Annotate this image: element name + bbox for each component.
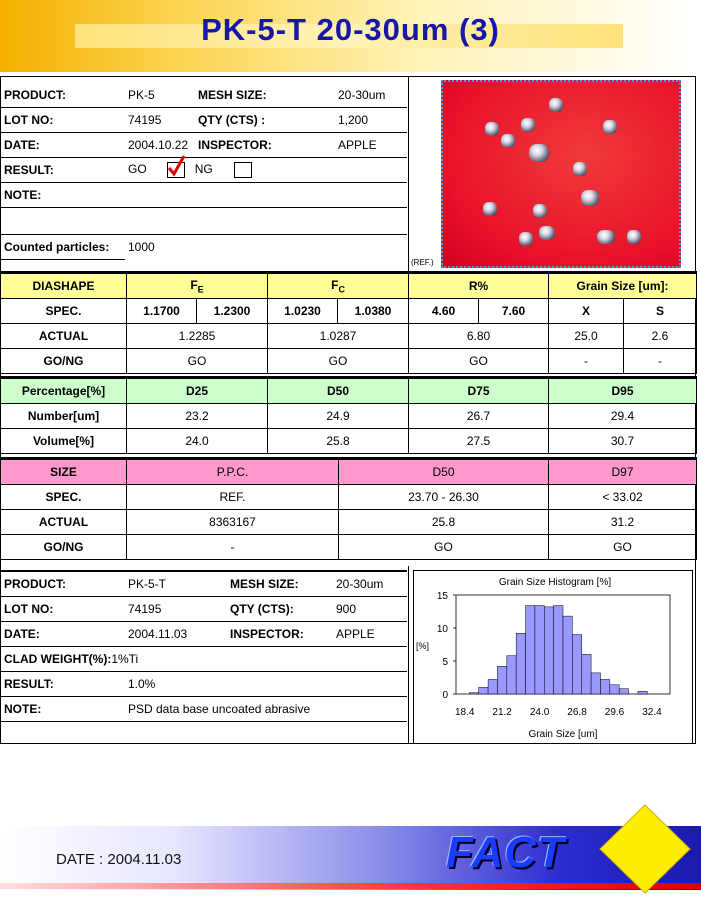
ppc-header: P.P.C. xyxy=(127,459,339,485)
note-value: PSD data base uncoated abrasive xyxy=(125,697,407,722)
gong-label: GO/NG xyxy=(1,349,127,374)
lot-value: 74195 xyxy=(125,597,227,622)
product-label: PRODUCT: xyxy=(1,571,125,597)
particle-photo xyxy=(441,80,681,268)
go-checkbox[interactable] xyxy=(167,162,185,178)
note-label: NOTE: xyxy=(1,183,125,208)
histogram-bar xyxy=(469,693,478,694)
actual-cell: 2.6 xyxy=(624,324,697,349)
histogram-bar xyxy=(535,606,544,694)
mesh-label: MESH SIZE: xyxy=(195,83,335,108)
histogram-bar xyxy=(507,656,516,694)
volume-cell: 24.0 xyxy=(127,429,268,454)
spec-cell: 23.70 - 26.30 xyxy=(339,485,549,510)
d97-header: D97 xyxy=(549,459,697,485)
result-options xyxy=(125,158,407,183)
qty-value: 900 xyxy=(333,597,407,622)
fe-header: $F_E$ xyxy=(127,273,268,299)
gong-cell: - xyxy=(624,349,697,374)
product-label: PRODUCT: xyxy=(1,83,125,108)
actual-label: ACTUAL xyxy=(1,324,127,349)
go-option-label: GO xyxy=(128,162,147,177)
lot-label: LOT NO: xyxy=(1,597,125,622)
yellow-diamond-icon xyxy=(598,803,692,895)
spec-cell: S xyxy=(624,299,697,324)
gong-cell: GO xyxy=(127,349,268,374)
spec-cell: < 33.02 xyxy=(549,485,697,510)
histogram-bar xyxy=(610,685,619,694)
ref-caption: (REF.) xyxy=(411,258,434,267)
spec-cell: 4.60 xyxy=(409,299,479,324)
top-info-table xyxy=(1,83,407,260)
spec-label: SPEC. xyxy=(1,485,127,510)
product-value: PK-5 xyxy=(125,83,195,108)
gong-cell: GO xyxy=(268,349,409,374)
number-cell: 24.9 xyxy=(268,404,409,429)
spec-cell: X xyxy=(549,299,624,324)
actual-cell: 6.80 xyxy=(409,324,549,349)
ng-option-label: NG xyxy=(194,162,213,177)
actual-cell: 1.0287 xyxy=(268,324,409,349)
histogram-bar xyxy=(554,606,563,694)
clad-weight: CLAD WEIGHT(%):1%Ti xyxy=(1,647,407,672)
number-cell: 23.2 xyxy=(127,404,268,429)
x-axis-label: Grain Size [um] xyxy=(528,729,598,740)
volume-cell: 30.7 xyxy=(549,429,697,454)
spec-cell: REF. xyxy=(127,485,339,510)
histogram-bar xyxy=(591,673,600,694)
spec-cell: 7.60 xyxy=(479,299,549,324)
histogram-bar xyxy=(619,689,628,694)
number-label: Number[um] xyxy=(1,404,127,429)
histogram-bar xyxy=(563,616,572,694)
number-cell: 26.7 xyxy=(409,404,549,429)
qty-label: QTY (CTS) : xyxy=(195,108,335,133)
lot-label: LOT NO: xyxy=(1,108,125,133)
check-mark-icon xyxy=(167,155,187,177)
histogram-bar xyxy=(497,666,506,694)
actual-cell: 1.2285 xyxy=(127,324,268,349)
result-label: RESULT: xyxy=(1,672,125,697)
y-tick-label: 0 xyxy=(442,690,448,701)
fact-logo: FACT xyxy=(446,828,565,877)
grain-size-header: Grain Size [um]: xyxy=(549,273,697,299)
date-value: 2004.11.03 xyxy=(125,622,227,647)
inspector-value: APPLE xyxy=(335,133,407,158)
inspector-label: INSPECTOR: xyxy=(195,133,335,158)
histogram-bar xyxy=(638,691,647,694)
result-value: 1.0% xyxy=(125,672,407,697)
note-label: NOTE: xyxy=(1,697,125,722)
spec-label: SPEC. xyxy=(1,299,127,324)
qty-value: 1,200 xyxy=(335,108,407,133)
fc-header: $F_C$ xyxy=(268,273,409,299)
mesh-label: MESH SIZE: xyxy=(227,571,333,597)
histogram-panel xyxy=(413,570,693,744)
gong-cell: - xyxy=(549,349,624,374)
d75-header: D75 xyxy=(409,378,549,404)
divider xyxy=(408,76,409,271)
d95-header: D95 xyxy=(549,378,697,404)
histogram-bar xyxy=(544,607,553,694)
x-tick-label: 18.4 xyxy=(454,707,475,718)
qty-label: QTY (CTS): xyxy=(227,597,333,622)
footer-red-line xyxy=(0,883,701,889)
mesh-value: 20-30um xyxy=(335,83,407,108)
actual-cell: 31.2 xyxy=(549,510,697,535)
gong-cell: - xyxy=(127,535,339,560)
inspector-value: APPLE xyxy=(333,622,407,647)
actual-cell: 25.0 xyxy=(549,324,624,349)
result-label: RESULT: xyxy=(1,158,125,183)
x-tick-label: 24.0 xyxy=(529,707,550,718)
bottom-info-table xyxy=(1,570,407,722)
lot-value: 74195 xyxy=(125,108,195,133)
x-tick-label: 21.2 xyxy=(492,707,512,718)
y-tick-label: 10 xyxy=(436,624,448,635)
number-cell: 29.4 xyxy=(549,404,697,429)
gong-cell: GO xyxy=(549,535,697,560)
volume-cell: 27.5 xyxy=(409,429,549,454)
spec-cell: 1.2300 xyxy=(197,299,268,324)
volume-label: Volume[%] xyxy=(1,429,127,454)
gong-cell: GO xyxy=(409,349,549,374)
volume-cell: 25.8 xyxy=(268,429,409,454)
histogram-bar xyxy=(479,687,488,694)
actual-cell: 8363167 xyxy=(127,510,339,535)
r-percent-header: R% xyxy=(409,273,549,299)
histogram-bar xyxy=(526,606,535,694)
counted-value: 1000 xyxy=(128,240,155,255)
d50-header: D50 xyxy=(268,378,409,404)
date-value: 2004.10.22 xyxy=(125,133,195,158)
spec-cell: 1.1700 xyxy=(127,299,197,324)
counted-label: Counted particles: xyxy=(1,235,125,260)
inspector-label: INSPECTOR: xyxy=(227,622,333,647)
size-header: SIZE xyxy=(1,459,127,485)
actual-label: ACTUAL xyxy=(1,510,127,535)
chart-title: Grain Size Histogram [%] xyxy=(498,577,612,588)
actual-cell: 25.8 xyxy=(339,510,549,535)
ng-checkbox[interactable] xyxy=(234,162,252,178)
y-tick-label: 5 xyxy=(442,657,448,668)
product-value: PK-5-T xyxy=(125,571,227,597)
d25-header: D25 xyxy=(127,378,268,404)
histogram-bar xyxy=(516,633,525,694)
diashape-header: DIASHAPE xyxy=(1,273,127,299)
diashape-table xyxy=(0,271,697,374)
spec-cell: 1.0230 xyxy=(268,299,338,324)
y-axis-label: [%] xyxy=(416,641,430,651)
date-label: DATE: xyxy=(1,622,125,647)
spec-cell: 1.0380 xyxy=(338,299,409,324)
x-tick-label: 26.8 xyxy=(567,707,587,718)
divider xyxy=(408,566,409,744)
y-tick-label: 15 xyxy=(436,591,448,602)
gong-cell: GO xyxy=(339,535,549,560)
percentage-header: Percentage[%] xyxy=(1,378,127,404)
percentage-table xyxy=(0,376,697,454)
mesh-value: 20-30um xyxy=(333,571,407,597)
x-tick-label: 29.6 xyxy=(604,707,625,718)
size-table xyxy=(0,457,697,560)
histogram-bar xyxy=(572,635,581,694)
grain-size-histogram xyxy=(414,571,692,743)
histogram-bar xyxy=(488,679,497,694)
page-title: PK-5-T 20-30um (3) xyxy=(201,12,500,47)
x-tick-label: 32.4 xyxy=(642,707,662,718)
histogram-bar xyxy=(600,679,609,694)
date-label: DATE: xyxy=(1,133,125,158)
d50-header: D50 xyxy=(339,459,549,485)
histogram-bar xyxy=(582,654,591,694)
footer-date: DATE : 2004.11.03 xyxy=(56,851,182,868)
gong-label: GO/NG xyxy=(1,535,127,560)
